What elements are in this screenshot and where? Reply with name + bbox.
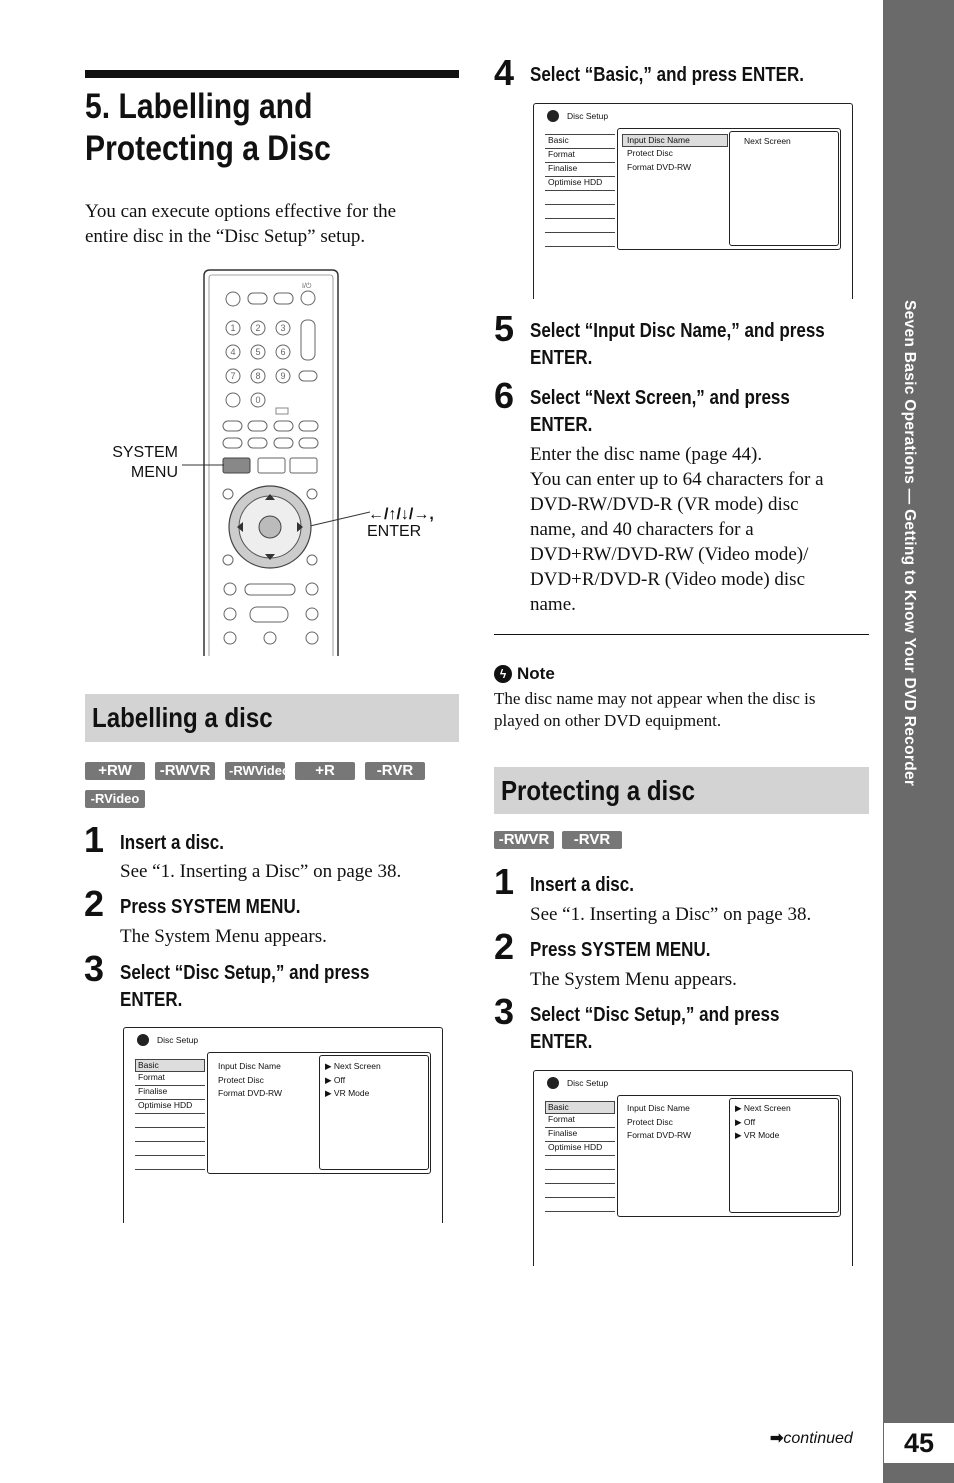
title-line-2: Protecting a Disc	[85, 129, 331, 168]
menu-option: Format DVD-RW	[627, 1130, 692, 1140]
menu-item: Finalise	[545, 1128, 615, 1142]
system-menu-button	[223, 458, 250, 473]
step-title-line: ENTER.	[120, 989, 183, 1011]
step-number: 5	[494, 308, 515, 349]
menu-value	[325, 1087, 381, 1101]
menu-item: Format	[545, 1114, 615, 1128]
menu-middle-list	[218, 1060, 282, 1101]
menu-item: Optimise HDD	[545, 177, 615, 191]
sidebar-tab	[883, 0, 954, 1483]
disc-type-badge: -RVR	[365, 762, 425, 780]
step-body: See “1. Inserting a Disc” on page 38.	[530, 904, 812, 925]
note-label: Note	[517, 664, 555, 683]
menu-option: Protect Disc	[627, 1116, 673, 1127]
menu-value-text: Next Screen	[333, 1061, 381, 1071]
remote-key-6: 6	[280, 347, 286, 357]
svg-text:I/⏻: I/⏻	[302, 283, 312, 290]
menu-value: Next Screen	[744, 136, 791, 146]
step-body: See “1. Inserting a Disc” on page 38.	[120, 861, 402, 882]
step-body-line: name, and 40 characters for a	[530, 519, 754, 540]
step-body-line: DVD+R/DVD-R (Video mode) disc	[530, 569, 806, 590]
menu-option: Input Disc Name	[627, 1103, 690, 1113]
step-number: 3	[84, 948, 105, 989]
disc-type-badge: -RVideo	[85, 790, 145, 808]
basic-menu-screenshot	[533, 103, 853, 298]
menu-item: Format	[135, 1072, 205, 1086]
step-title: Insert a disc.	[120, 832, 224, 854]
remote-key-8: 8	[255, 371, 261, 381]
menu-value-text: Off	[743, 1116, 756, 1127]
step-number: 6	[494, 375, 515, 416]
step-title-line: ENTER.	[530, 1031, 593, 1053]
labelling-heading-text: Labelling a disc	[92, 702, 273, 733]
disc-type-badge: -RWVR	[494, 831, 554, 849]
menu-option: Input Disc Name	[218, 1061, 281, 1071]
protecting-heading-text: Protecting a disc	[501, 774, 696, 806]
remote-key-2: 2	[255, 323, 261, 333]
step-number: 1	[494, 861, 515, 902]
continued-text: continued	[783, 1430, 853, 1447]
step-number: 1	[84, 819, 105, 860]
remote-key-9: 9	[280, 371, 286, 381]
menu-option: Protect Disc	[627, 148, 673, 158]
menu-value	[735, 1129, 791, 1143]
step-title: Press SYSTEM MENU.	[120, 896, 301, 918]
intro-line: You can execute options effective for the	[85, 201, 397, 222]
step-title	[530, 1002, 779, 1056]
step-body-line: DVD+RW/DVD-RW (Video mode)/	[530, 544, 809, 565]
step-body-line: You can enter up to 64 characters for a	[530, 469, 824, 490]
disc-icon	[547, 110, 559, 122]
system-menu-label-line: MENU	[130, 464, 178, 481]
menu-item: Finalise	[135, 1086, 205, 1100]
menu-right-list	[735, 1102, 791, 1143]
step-title-line: Select “Disc Setup,” and press	[530, 1004, 780, 1026]
step-number: 2	[494, 926, 515, 967]
triangle-right-icon: ▶	[325, 1074, 332, 1085]
menu-option: Protect Disc	[218, 1074, 264, 1085]
remote-control-illustration	[180, 268, 370, 656]
step-body	[530, 442, 875, 617]
step-title	[120, 960, 369, 1014]
page-number: 45	[884, 1423, 954, 1463]
disc-type-badge: +R	[295, 762, 355, 780]
arrow-right-icon: ➡	[770, 1430, 784, 1447]
disc-icon	[137, 1034, 149, 1046]
remote-key-4: 4	[230, 347, 236, 357]
remote-key-0: 0	[255, 395, 261, 405]
menu-value	[325, 1060, 381, 1074]
menu-option-selected: Input Disc Name	[622, 134, 728, 147]
menu-value	[325, 1074, 381, 1088]
step-title-line: Select “Next Screen,” and press	[530, 387, 790, 409]
intro-line: entire disc in the “Disc Setup” setup.	[85, 226, 366, 247]
menu-title: Disc Setup	[567, 1078, 609, 1088]
note-text	[494, 688, 874, 732]
page-title	[85, 86, 463, 170]
disc-type-badge: -RVR	[562, 831, 622, 849]
triangle-right-icon: ▶	[735, 1116, 742, 1127]
step-title: Select “Basic,” and press ENTER.	[530, 64, 804, 86]
menu-option: Format DVD-RW	[218, 1088, 283, 1098]
step-title: Insert a disc.	[530, 874, 634, 896]
menu-item: Basic	[545, 134, 615, 149]
title-line-1: 5. Labelling and	[85, 87, 313, 126]
disc-type-badge: -RWVR	[155, 762, 215, 780]
menu-item-basic: Basic	[135, 1059, 205, 1072]
note-heading	[494, 664, 555, 684]
menu-left-list	[135, 1059, 205, 1170]
title-rule	[85, 70, 459, 78]
step-body-line: Enter the disc name (page 44).	[530, 444, 763, 465]
menu-middle-list	[627, 1102, 691, 1143]
triangle-right-icon: ▶	[325, 1088, 332, 1098]
menu-item-basic: Basic	[545, 1101, 615, 1114]
disc-icon	[547, 1077, 559, 1089]
menu-left-list	[545, 1101, 615, 1212]
note-icon: ϟ	[494, 665, 512, 683]
menu-value-text: VR Mode	[743, 1130, 780, 1140]
step-number: 4	[494, 52, 515, 93]
note-text-line: The disc name may not appear when the disc is	[494, 689, 816, 708]
step-title-line: ENTER.	[530, 347, 593, 369]
triangle-right-icon: ▶	[735, 1130, 742, 1140]
step-title: Press SYSTEM MENU.	[530, 939, 711, 961]
menu-right-list	[325, 1060, 381, 1101]
menu-item: Format	[545, 149, 615, 163]
step-body: The System Menu appears.	[120, 926, 327, 947]
step-title	[530, 318, 825, 372]
disc-type-badge: -RWVideo	[225, 762, 285, 780]
menu-value	[735, 1102, 791, 1116]
disc-type-badge: +RW	[85, 762, 145, 780]
menu-option: Format DVD-RW	[627, 161, 692, 172]
step-title-line: ENTER.	[530, 414, 593, 436]
menu-value-text: Off	[333, 1074, 346, 1085]
menu-title: Disc Setup	[157, 1035, 199, 1045]
enter-label: ENTER	[367, 523, 422, 540]
menu-value-text: Next Screen	[743, 1103, 791, 1113]
menu-item: Finalise	[545, 163, 615, 177]
menu-value	[735, 1116, 791, 1130]
step-body-line: DVD-RW/DVD-R (VR mode) disc	[530, 494, 799, 515]
triangle-right-icon: ▶	[735, 1103, 742, 1113]
remote-key-3: 3	[280, 323, 286, 333]
disc-setup-menu-screenshot	[533, 1070, 853, 1265]
remote-key-1: 1	[230, 323, 236, 333]
continued-marker	[770, 1428, 853, 1448]
remote-key-7: 7	[230, 371, 236, 381]
step-number: 3	[494, 991, 515, 1032]
step-title-line: Select “Disc Setup,” and press	[120, 962, 370, 984]
menu-item: Optimise HDD	[135, 1100, 205, 1114]
note-text-line: played on other DVD equipment.	[494, 711, 722, 730]
menu-value-text: VR Mode	[333, 1088, 370, 1098]
disc-setup-menu-screenshot	[123, 1027, 443, 1222]
triangle-right-icon: ▶	[325, 1061, 332, 1071]
protecting-section-heading	[494, 767, 869, 814]
menu-item: Optimise HDD	[545, 1142, 615, 1156]
note-divider	[494, 634, 869, 635]
step-title	[530, 385, 790, 439]
remote-key-5: 5	[255, 347, 261, 357]
menu-middle-list	[622, 134, 728, 174]
step-body: The System Menu appears.	[530, 969, 737, 990]
labelling-section-heading	[85, 694, 459, 742]
sidebar-section-label: Seven Basic Operations — Getting to Know Your DVD Recorder	[901, 300, 918, 787]
system-menu-label	[100, 443, 178, 483]
menu-left-list	[545, 134, 615, 247]
step-title-line: Select “Input Disc Name,” and press	[530, 320, 825, 342]
system-menu-label-line: SYSTEM	[112, 444, 178, 461]
step-number: 2	[84, 883, 105, 924]
step-body-line: name.	[530, 594, 576, 615]
arrows-label: ←/↑/↓/→,	[368, 506, 434, 523]
intro-paragraph	[85, 199, 465, 249]
menu-title: Disc Setup	[567, 111, 609, 121]
